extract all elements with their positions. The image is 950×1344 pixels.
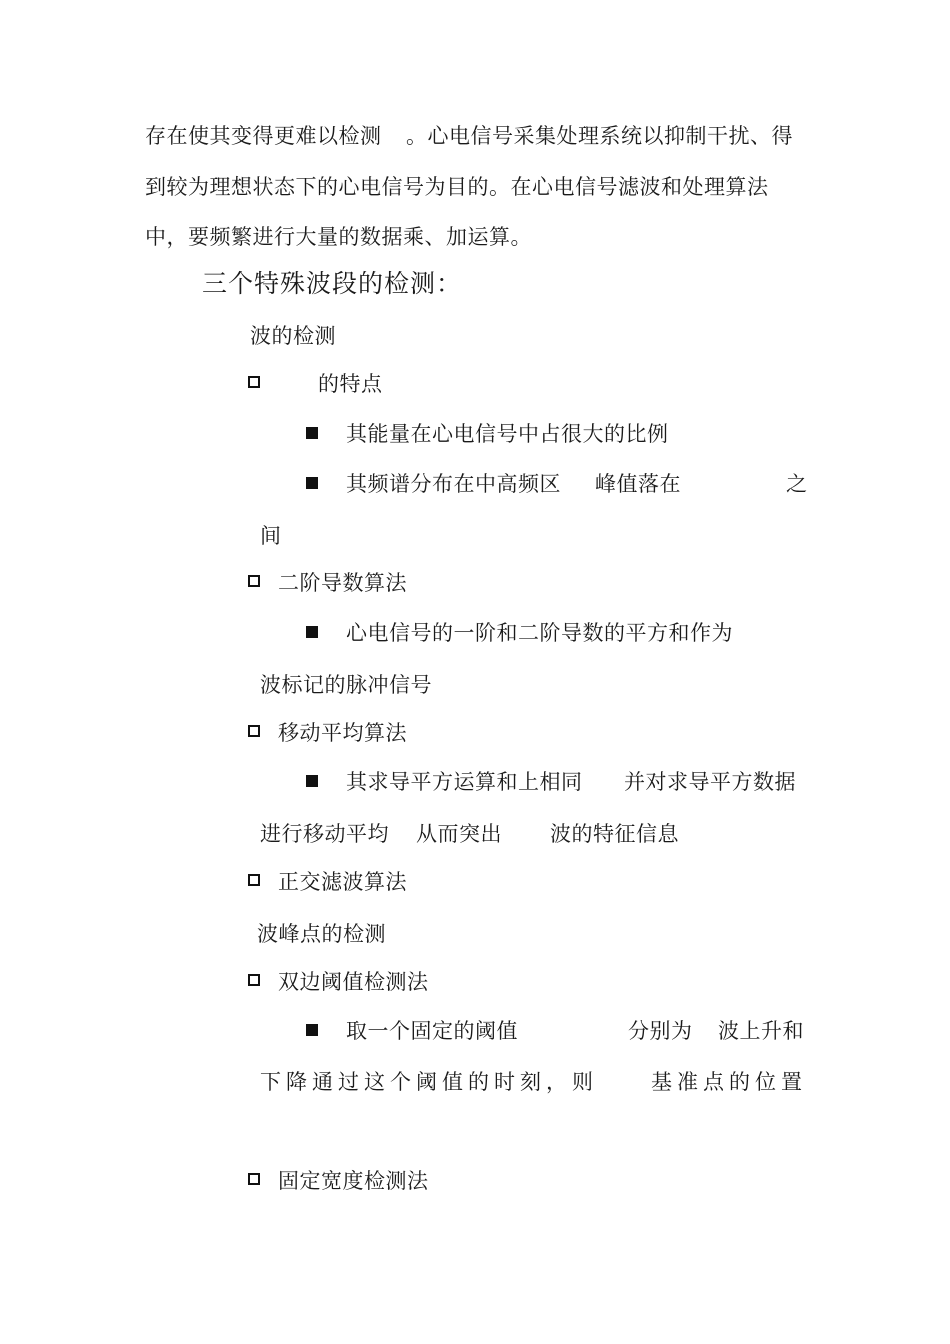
paragraph-line1b: 。心电信号采集处理系统以抑制干扰、得 — [406, 124, 793, 148]
bullet-square-icon — [306, 626, 318, 638]
double-threshold-item-b: 分别为 — [628, 1019, 693, 1043]
bullet-square-icon — [306, 477, 318, 489]
features-label: 的特点 — [318, 372, 383, 396]
section-heading: 三个特殊波段的检测： — [202, 269, 463, 298]
orthogonal-filter-label: 正交滤波算法 — [278, 870, 407, 894]
checkbox-icon — [248, 725, 260, 737]
double-threshold-cont-b: 基准点的位置 — [651, 1070, 807, 1094]
moving-average-item-a: 其求导平方运算和上相同 — [346, 770, 583, 794]
moving-average-label: 移动平均算法 — [278, 721, 407, 745]
bullet-square-icon — [306, 1024, 318, 1036]
paragraph-line3: 中，要频繁进行大量的数据乘、加运算。 — [145, 225, 532, 249]
feature-item-spectrum: 其频谱分布在中高频区 — [346, 472, 561, 496]
moving-average-cont-a: 进行移动平均 — [260, 822, 389, 846]
between-continued: 间 — [260, 524, 282, 548]
peak-detection-title: 波峰点的检测 — [257, 922, 386, 946]
fixed-width-label: 固定宽度检测法 — [278, 1169, 429, 1193]
checkbox-icon — [248, 874, 260, 886]
feature-item-energy: 其能量在心电信号中占很大的比例 — [346, 422, 669, 446]
peak-label: 峰值落在 — [595, 472, 681, 496]
moving-average-cont-b: 从而突出 — [416, 822, 502, 846]
double-threshold-item-c: 波上升和 — [718, 1019, 804, 1043]
double-threshold-label: 双边阈值检测法 — [278, 970, 429, 994]
checkbox-icon — [248, 376, 260, 388]
double-threshold-cont-a: 下降通过这个阈值的时刻，则 — [260, 1070, 598, 1094]
bullet-square-icon — [306, 775, 318, 787]
moving-average-cont-c: 波的特征信息 — [550, 822, 679, 846]
moving-average-item-b: 并对求导平方数据 — [624, 770, 796, 794]
second-derivative-item-cont: 波标记的脉冲信号 — [260, 673, 432, 697]
paragraph-line2: 到较为理想状态下的心电信号为目的。在心电信号滤波和处理算法 — [145, 175, 769, 199]
bullet-square-icon — [306, 427, 318, 439]
second-derivative-item: 心电信号的一阶和二阶导数的平方和作为 — [346, 621, 733, 645]
checkbox-icon — [248, 575, 260, 587]
second-derivative-label: 二阶导数算法 — [278, 571, 407, 595]
checkbox-icon — [248, 1173, 260, 1185]
paragraph-line1a: 存在使其变得更难以检测 — [145, 124, 382, 148]
between-label: 之 — [786, 472, 808, 496]
double-threshold-item-a: 取一个固定的阈值 — [346, 1019, 518, 1043]
qrs-detection-title: 波的检测 — [250, 324, 336, 348]
checkbox-icon — [248, 974, 260, 986]
